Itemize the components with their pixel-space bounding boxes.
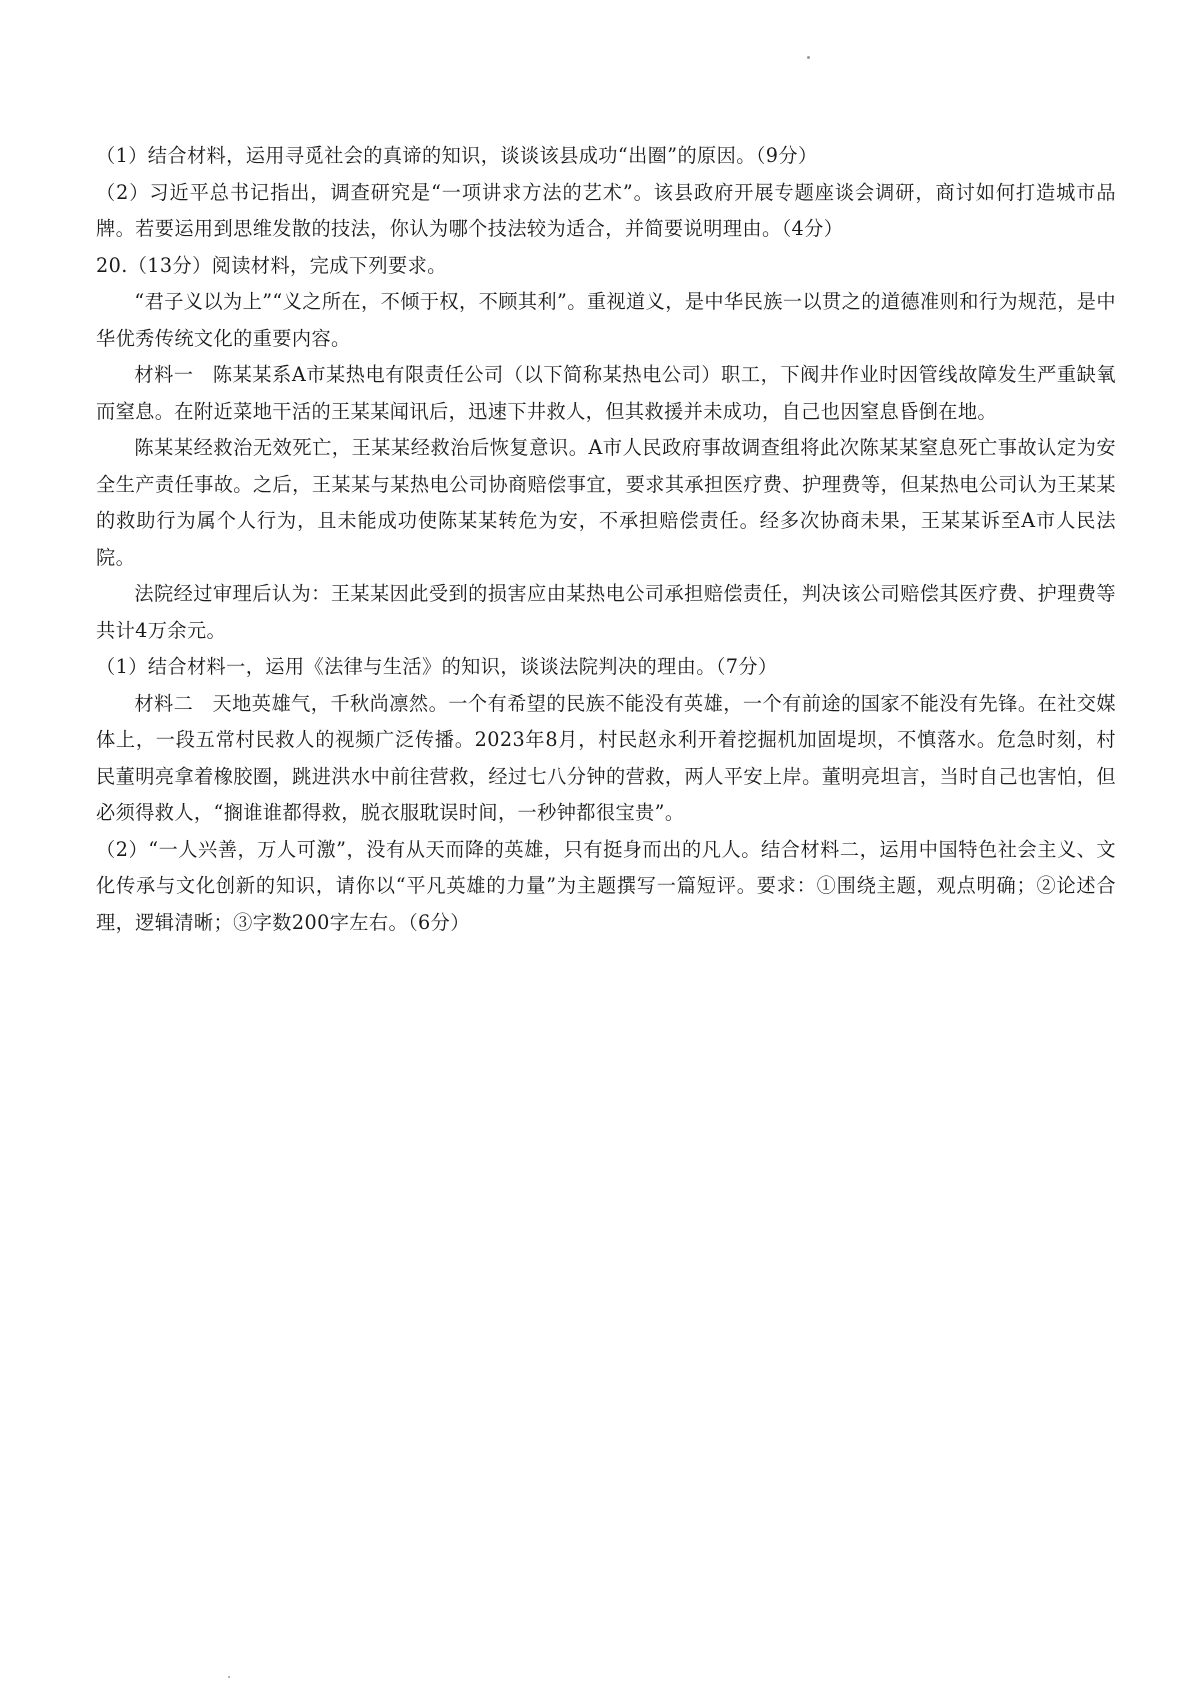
question-20-1: （1）结合材料一，运用《法律与生活》的知识，谈谈法院判决的理由。（7分） xyxy=(96,655,778,678)
material-one-paragraph xyxy=(96,357,1116,430)
material-two-paragraph xyxy=(96,686,1116,832)
material-two-text: 天地英雄气，千秋尚凛然。一个有希望的民族不能没有英雄，一个有前途的国家不能没有先锋。在社交媒体上，一段五常村民救人的视频广泛传播。2023年8月，村民赵永利开着挖掘机加固堤坝，不慎落水。危急时刻，村民董明亮拿着橡胶圈，跳进洪水中前往营救，经过七八分钟的营救，两人平安上岸。董明亮坦言，当时自己也害怕，但必须得救人，“搁谁谁都得救，脱衣服耽误时间，一秒钟都很宝贵”。 xyxy=(96,691,1116,824)
court-ruling-paragraph: 法院经过审理后认为：王某某因此受到的损害应由某热电公司承担赔偿责任，判决该公司赔偿其医疗费、护理费等共计4万余元。 xyxy=(96,582,1116,642)
scan-speck xyxy=(228,1676,230,1678)
material-two-label: 材料二 xyxy=(134,691,194,715)
intro-paragraph: “君子义以为上”“义之所在，不倾于权，不顾其利”。重视道义，是中华民族一以贯之的道德准则和行为规范，是中华优秀传统文化的重要内容。 xyxy=(96,290,1116,350)
material-one-continued: 陈某某经救治无效死亡，王某某经救治后恢复意识。A市人民政府事故调查组将此次陈某某窒息死亡事故认定为安全生产责任事故。之后，王某某与某热电公司协商赔偿事宜，要求其承担医疗费、护理费等，但某热电公司认为王某某的救助行为属个人行为，且未能成功使陈某某转危为安，不承担赔偿责任。经多次协商未果，王某某诉至A市人民法院。 xyxy=(96,436,1116,569)
question-1: （1）结合材料，运用寻觅社会的真谛的知识，谈谈该县成功“出圈”的原因。（9分） xyxy=(96,144,818,167)
question-20-2: （2）“一人兴善，万人可激”，没有从天而降的英雄，只有挺身而出的凡人。结合材料二，运用中国特色社会主义、文化传承与文化创新的知识，请你以“平凡英雄的力量”为主题撰写一篇短评。要求：①围绕主题，观点明确；②论述合理，逻辑清晰；③字数200字左右。（6分） xyxy=(96,837,1116,934)
material-one-label: 材料一 xyxy=(134,363,194,386)
document-body xyxy=(96,138,1116,941)
scan-speck xyxy=(807,56,810,59)
material-one-text: 陈某某系A市某热电有限责任公司（以下简称某热电公司）职工，下阀井作业时因管线故障发生严重缺氧而窒息。在附近菜地干活的王某某闻讯后，迅速下井救人，但其救援并未成功，自己也因窒息昏倒在地。 xyxy=(96,363,1116,423)
question-2: （2）习近平总书记指出，调查研究是“一项讲求方法的艺术”。该县政府开展专题座谈会调研，商讨如何打造城市品牌。若要运用到思维发散的技法，你认为哪个技法较为适合，并简要说明理由。（4分） xyxy=(96,180,1116,240)
question-20-header: 20.（13分）阅读材料，完成下列要求。 xyxy=(96,253,447,277)
